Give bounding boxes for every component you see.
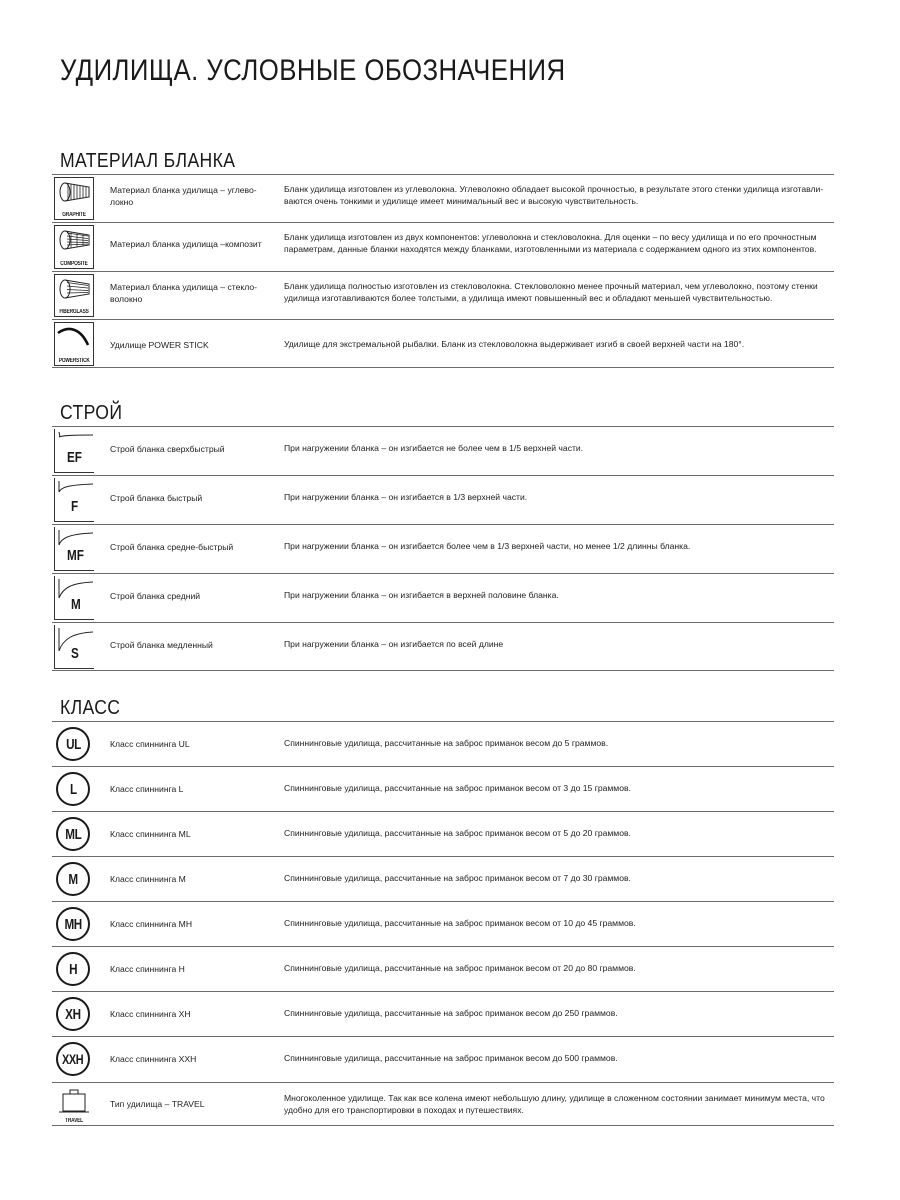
class-desc: Спиннинговые удилища, рассчитанные на заброс приманок весом от 7 до 30 граммов. [284, 873, 631, 883]
class-h-icon [56, 952, 90, 986]
action-desc: При нагружении бланка – он изгибается по всей длине [284, 639, 504, 649]
class-desc: Спиннинговые удилища, рассчитанные на заброс приманок весом от 20 до 80 граммов. [284, 963, 636, 973]
class-name: Класс спиннинга UL [110, 739, 190, 749]
graphite-tag: GRAPHITE [62, 212, 86, 218]
class-section [52, 695, 834, 1126]
page-title: УДИЛИЩА. УСЛОВНЫЕ ОБОЗНАЧЕНИЯ [60, 54, 566, 87]
class-desc: Спиннинговые удилища, рассчитанные на заброс приманок весом от 5 до 20 граммов. [284, 828, 631, 838]
action-code: MF [67, 547, 84, 564]
material-row-fiberglass [52, 271, 834, 319]
action-name: Строй бланка медленный [110, 640, 213, 650]
action-row-ef [52, 426, 834, 475]
graphite-icon [54, 177, 94, 220]
action-row-m [52, 573, 834, 622]
class-row-mh [52, 901, 834, 946]
class-row-h [52, 946, 834, 991]
class-row-xxh [52, 1036, 834, 1082]
travel-icon [54, 1085, 94, 1125]
action-section [52, 400, 834, 671]
class-desc: Спиннинговые удилища, рассчитанные на заброс приманок весом от 10 до 45 граммов. [284, 918, 636, 928]
material-name: Материал бланка удилища – углево- локно [110, 185, 257, 207]
class-code: L [69, 780, 77, 798]
class-row-xh [52, 991, 834, 1036]
class-mh-icon [56, 907, 90, 941]
powerstick-icon [54, 322, 94, 366]
action-row-mf [52, 524, 834, 573]
class-desc: Спиннинговые удилища, рассчитанные на заброс приманок весом до 5 граммов. [284, 738, 609, 748]
class-code: XH [65, 1005, 81, 1023]
class-ul-icon [56, 727, 90, 761]
material-row-composite [52, 222, 834, 271]
class-name: Класс спиннинга H [110, 964, 185, 974]
material-desc: Бланк удилища изготовлен из двух компонентов: углеволокна и стекловолокна. Для оценки – по весу удилища и по его прочностным параметрам, данные бланки находятся между бланками, изготовленными из материала с содержанием одного из этих компонентов. [284, 232, 817, 254]
class-row-ml [52, 811, 834, 856]
class-name: Класс спиннинга MH [110, 919, 193, 929]
action-name: Строй бланка сверхбыстрый [110, 444, 225, 454]
class-desc: Спиннинговые удилища, рассчитанные на заброс приманок весом до 500 граммов. [284, 1053, 618, 1063]
class-code: ML [64, 825, 82, 843]
material-desc: Удилище для экстремальной рыбалки. Бланк из стекловолокна выдерживает изгиб в своей верхней части на 180°. [284, 339, 745, 349]
travel-tag: TRAVEL [65, 1118, 83, 1124]
class-xh-icon [56, 997, 90, 1031]
class-row-ul [52, 721, 834, 766]
action-desc: При нагружении бланка – он изгибается более чем в 1/3 верхней части, но менее 1/2 длинны бланка. [284, 541, 691, 551]
powerstick-tag: POWERSTICK [58, 358, 90, 364]
class-m-icon [56, 862, 90, 896]
class-code: UL [65, 735, 81, 753]
class-row-l [52, 766, 834, 811]
action-code: F [71, 498, 79, 515]
action-section-title: СТРОЙ [60, 402, 123, 424]
action-desc: При нагружении бланка – он изгибается в 1/3 верхней части. [284, 492, 528, 502]
class-code: XXH [62, 1051, 84, 1067]
class-name: Класс спиннинга XXH [110, 1054, 197, 1064]
composite-icon [54, 225, 94, 269]
composite-tag: COMPOSITE [60, 261, 88, 267]
material-section-title: МАТЕРИАЛ БЛАНКА [60, 150, 236, 172]
action-code: EF [67, 449, 82, 466]
action-s-icon [54, 625, 94, 669]
action-row-s [52, 622, 834, 671]
class-desc: Многоколенное удилище. Так как все колена имеют небольшую длину, удилище в сложенном состоянии занимает минимум места, что удобно для его транспортировки в походах и путешествиях. [284, 1093, 825, 1115]
class-name: Класс спиннинга M [110, 874, 186, 884]
material-desc: Бланк удилища изготовлен из углеволокна. Углеволокно обладает высокой прочностью, в результате этого стенки удилища изготавли- ваются очень тонкими и удилище имеет минимальный вес и высокую чувствительность. [284, 184, 824, 206]
class-l-icon [56, 772, 90, 806]
action-name: Строй бланка быстрый [110, 493, 203, 503]
class-row-travel [52, 1082, 834, 1126]
action-m-icon [54, 576, 94, 620]
action-mf-icon [54, 527, 94, 571]
action-code: M [71, 596, 81, 613]
action-f-icon [54, 478, 94, 522]
material-section [52, 148, 834, 368]
class-name: Класс спиннинга ML [110, 829, 191, 839]
class-ml-icon [56, 817, 90, 851]
action-name: Строй бланка средний [110, 591, 201, 601]
class-name: Класс спиннинга XH [110, 1009, 191, 1019]
fiberglass-icon [54, 274, 94, 317]
action-ef-icon [54, 429, 94, 473]
class-code: H [68, 960, 78, 978]
action-name: Строй бланка средне-быстрый [110, 542, 234, 552]
class-name: Класс спиннинга L [110, 784, 184, 794]
material-row-powerstick [52, 319, 834, 368]
material-row-graphite [52, 174, 834, 222]
class-name: Тип удилища – TRAVEL [110, 1099, 205, 1109]
action-desc: При нагружении бланка – он изгибается в верхней половине бланка. [284, 590, 559, 600]
fiberglass-tag: FIBERGLASS [59, 309, 89, 315]
action-desc: При нагружении бланка – он изгибается не более чем в 1/5 верхней части. [284, 443, 584, 453]
class-code: M [68, 870, 78, 888]
material-name: Материал бланка удилища –композит [110, 239, 262, 249]
class-row-m [52, 856, 834, 901]
class-xxh-icon [56, 1042, 90, 1076]
material-name: Материал бланка удилища – стекло- волокно [110, 282, 257, 304]
class-section-title: КЛАСС [60, 697, 121, 719]
class-code: MH [64, 915, 82, 933]
class-desc: Спиннинговые удилища, рассчитанные на заброс приманок весом до 250 граммов. [284, 1008, 618, 1018]
class-desc: Спиннинговые удилища, рассчитанные на заброс приманок весом от 3 до 15 граммов. [284, 783, 631, 793]
material-name: Удилище POWER STICK [110, 340, 209, 350]
action-code: S [71, 645, 79, 662]
action-row-f [52, 475, 834, 524]
material-desc: Бланк удилища полностью изготовлен из стекловолокна. Стекловолокно менее прочный материал, чем углеволокно, поэтому стенки удилища изготавливаются более толстыми, а удилища имеют повышенный вес и обладают меньшей чувствительностью. [284, 281, 818, 303]
